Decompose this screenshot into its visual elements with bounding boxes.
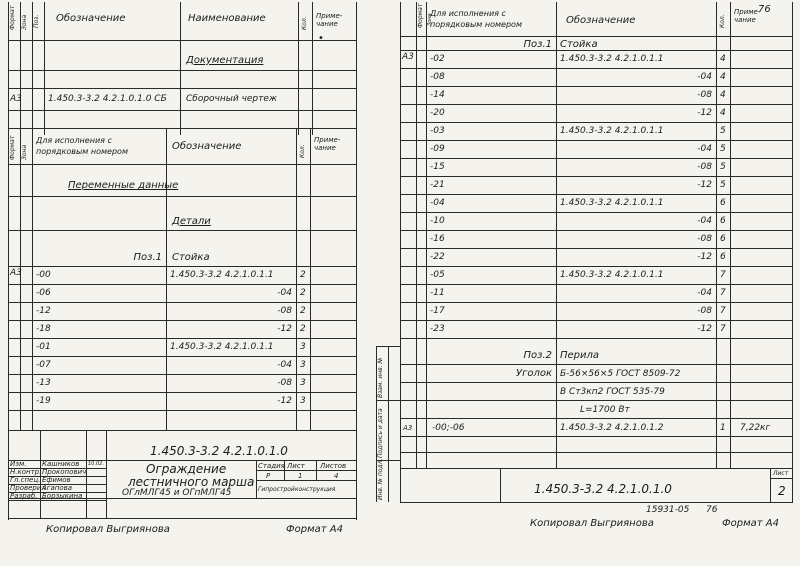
- row-designation: 1.450.3-3.2 4.2.1.0.1.1: [560, 54, 664, 64]
- row-execution: -07: [36, 360, 51, 370]
- length-spec: L=1700 Вт: [580, 405, 630, 415]
- row-qty: 4: [720, 90, 726, 100]
- pos1-label: Поз.1: [133, 252, 162, 263]
- row-divider: [8, 284, 357, 285]
- row-designation: -04: [277, 360, 292, 370]
- row-divider: [400, 86, 793, 87]
- row-execution: -03: [430, 126, 445, 136]
- title-line-3: ОГлМЛГ45 и ОГпМЛГ45: [122, 488, 232, 498]
- sheet-value: 1: [298, 472, 303, 480]
- pos2-label: Поз.2: [523, 350, 552, 361]
- right-header-format: Формат: [417, 3, 424, 28]
- row-qty: 5: [720, 144, 726, 154]
- row-execution: -08: [430, 72, 445, 82]
- row-divider: [8, 338, 357, 339]
- sheets-label: Листов: [320, 462, 347, 470]
- header-pos: Поз.: [33, 14, 40, 28]
- row-divider: [8, 356, 357, 357]
- stamp-row-divider: [8, 500, 106, 501]
- stamp-role: Изм.: [10, 460, 27, 468]
- row-divider: [400, 284, 793, 285]
- row-qty: 3: [300, 396, 306, 406]
- right-header-note: Приме-чание: [734, 8, 761, 24]
- stamp-role: Проверил: [10, 484, 46, 492]
- row-designation: -04: [697, 144, 712, 154]
- left-copied-by: Копировал Выгриянова: [46, 524, 170, 535]
- row-designation: -04: [697, 216, 712, 226]
- page-number: 76: [758, 4, 771, 15]
- header-zone: Зона: [21, 14, 28, 30]
- final-designation: 1.450.3-3.2 4.2.1.0.1.2: [560, 423, 664, 433]
- row-execution: -16: [430, 234, 445, 244]
- section-documentation: Документация: [186, 55, 264, 66]
- row-divider: [400, 140, 793, 141]
- row-execution: -19: [36, 396, 51, 406]
- row-divider: [400, 320, 793, 321]
- stamp-name: Агапова: [42, 484, 73, 492]
- sub-header-execution: Для исполнения с порядковым номером: [36, 136, 128, 156]
- frame-left: [8, 2, 9, 520]
- row-qty: 3: [300, 342, 306, 352]
- row-designation: -12: [697, 108, 712, 118]
- assembly-format: А3: [10, 94, 22, 104]
- angle-label: Уголок: [515, 368, 552, 379]
- row-designation: -12: [697, 324, 712, 334]
- sub-header-note: Приме-чание: [314, 136, 341, 152]
- row-execution: -22: [430, 252, 445, 262]
- stamp-name: Кашников: [42, 460, 80, 468]
- right-sheet: [377, 0, 800, 566]
- final-note: 7,22кг: [740, 423, 771, 433]
- row-designation: -12: [697, 252, 712, 262]
- row-execution: -18: [36, 324, 51, 334]
- row-designation: -08: [697, 90, 712, 100]
- row-qty: 7: [720, 270, 726, 280]
- row-qty: 5: [720, 126, 726, 136]
- row-execution: -15: [430, 162, 445, 172]
- row-qty: 2: [300, 288, 306, 298]
- section-details: Детали: [172, 216, 211, 227]
- row-designation: -04: [697, 288, 712, 298]
- row-divider: [400, 194, 793, 195]
- row-format: А3: [10, 268, 22, 278]
- stamp-name: Борзыкина: [42, 492, 83, 500]
- stamp-role: Н.контр.: [10, 468, 42, 476]
- row-divider: [400, 212, 793, 213]
- row-divider: [400, 248, 793, 249]
- row-qty: 3: [300, 360, 306, 370]
- row-execution: -01: [36, 342, 51, 352]
- header-dot: •: [318, 33, 324, 44]
- row-execution: -21: [430, 180, 445, 190]
- row-execution: -04: [430, 198, 445, 208]
- header-format: Формат: [9, 5, 16, 30]
- row-qty: 7: [720, 324, 726, 334]
- stamp-role: Гл.спец.: [10, 476, 41, 484]
- title-line-2: лестничного марша: [128, 475, 255, 489]
- row-execution: -12: [36, 306, 51, 316]
- frame-bottom: [8, 518, 357, 519]
- header-note: Приме-чание: [316, 12, 343, 28]
- row-execution: -06: [36, 288, 51, 298]
- sub-header-format: Формат: [9, 135, 16, 160]
- row-divider: [400, 104, 793, 105]
- row-qty: 2: [300, 306, 306, 316]
- row-designation: -12: [277, 324, 292, 334]
- right-sheet-label: Лист: [773, 470, 789, 477]
- stamp-signature: Подпись и дата: [377, 408, 384, 458]
- row-divider: [8, 410, 357, 411]
- right-sheet-number: 2: [778, 484, 786, 498]
- row-execution: -17: [430, 306, 445, 316]
- row-qty: 6: [720, 252, 726, 262]
- left-format: Формат А4: [286, 524, 343, 535]
- final-qty: 1: [720, 423, 726, 433]
- stage-value: Р: [266, 472, 271, 480]
- row-qty: 2: [300, 324, 306, 334]
- right-doc-number: 1.450.3-3.2 4.2.1.0.1.0: [534, 482, 672, 496]
- row-execution: -05: [430, 270, 445, 280]
- row-qty: 6: [720, 198, 726, 208]
- stamp-name: Прокопович: [42, 468, 87, 476]
- pos1-name: Стойка: [172, 252, 210, 263]
- row-designation: -08: [277, 378, 292, 388]
- assembly-designation: 1.450.3-3.2 4.2.1.0.1.0 СБ: [48, 94, 167, 104]
- row-qty: 7: [720, 306, 726, 316]
- row-divider: [400, 158, 793, 159]
- row-execution: -10: [430, 216, 445, 226]
- title-doc-number: 1.450.3-3.2 4.2.1.0.1.0: [150, 444, 288, 458]
- row-designation: 1.450.3-3.2 4.2.1.0.1.1: [170, 270, 274, 280]
- right-format: Формат А4: [722, 518, 779, 529]
- stage-label: Стадия: [258, 462, 285, 470]
- pos2-name: Перила: [560, 350, 600, 361]
- row-qty: 7: [720, 288, 726, 298]
- right-header-designation: Обозначение: [566, 15, 636, 26]
- final-exec: -00;-06: [432, 423, 465, 433]
- row-qty: 4: [720, 72, 726, 82]
- row-divider: [400, 68, 793, 69]
- archive-page: 76: [706, 505, 718, 515]
- row-designation: -12: [277, 396, 292, 406]
- row-qty: 6: [720, 216, 726, 226]
- row-divider: [400, 302, 793, 303]
- row-execution: -14: [430, 90, 445, 100]
- sheet-label: Лист: [287, 462, 305, 470]
- header-designation: Обозначение: [56, 13, 126, 24]
- row-designation: -08: [277, 306, 292, 316]
- header-name: Наименование: [188, 13, 266, 24]
- row-divider: [8, 320, 357, 321]
- row-qty: 4: [720, 54, 726, 64]
- row-designation: -12: [697, 180, 712, 190]
- row-execution: -20: [430, 108, 445, 118]
- stamp-date: 10.02.: [88, 461, 104, 467]
- row-designation: -04: [697, 72, 712, 82]
- angle-spec-1: Б-56×56×5 ГОСТ 8509-72: [560, 369, 681, 379]
- row-designation: -08: [697, 234, 712, 244]
- row-designation: 1.450.3-3.2 4.2.1.0.1.1: [170, 342, 274, 352]
- row-designation: -08: [697, 162, 712, 172]
- row-divider: [400, 338, 793, 339]
- row-execution: -00: [36, 270, 51, 280]
- right-pos1-name: Стойка: [560, 39, 598, 50]
- row-execution: -23: [430, 324, 445, 334]
- right-header-execution: Для исполнения с порядковым номером: [430, 9, 522, 29]
- row-qty: 5: [720, 162, 726, 172]
- row-divider: [8, 302, 357, 303]
- final-format: А3: [403, 424, 413, 432]
- row-qty: 5: [720, 180, 726, 190]
- frame-right: [356, 2, 357, 520]
- row-qty: 2: [300, 270, 306, 280]
- row-designation: 1.450.3-3.2 4.2.1.0.1.1: [560, 126, 664, 136]
- row-qty: 6: [720, 234, 726, 244]
- stamp-name: Ефимов: [42, 476, 71, 484]
- assembly-name: Сборочный чертеж: [186, 94, 278, 104]
- angle-spec-2: В Ст3кп2 ГОСТ 535-79: [560, 387, 665, 397]
- row-divider: [400, 266, 793, 267]
- row-execution: -09: [430, 144, 445, 154]
- row-divider: [8, 392, 357, 393]
- row-divider: [400, 122, 793, 123]
- variable-data-heading: Переменные данные: [68, 180, 179, 191]
- title-line-1: Ограждение: [146, 462, 227, 476]
- row-designation: 1.450.3-3.2 4.2.1.0.1.1: [560, 270, 664, 280]
- sub-header-zone: Зона: [21, 144, 28, 160]
- stamp-inv-replace: Взам. инв. №: [377, 357, 384, 398]
- row-designation: -04: [277, 288, 292, 298]
- header-qty: Кол.: [301, 16, 308, 30]
- sub-header-qty: Кол.: [299, 144, 306, 158]
- right-pos1-label: Поз.1: [523, 39, 552, 50]
- right-copied-by: Копировал Выгриянова: [530, 518, 654, 529]
- row-qty: 3: [300, 378, 306, 388]
- row-divider: [8, 374, 357, 375]
- stamp-inv-original: Инв. № подл.: [377, 458, 384, 500]
- right-header-qty: Кол.: [719, 14, 726, 28]
- row-divider: [400, 176, 793, 177]
- sheets-value: 4: [334, 472, 339, 480]
- row-format: А3: [402, 52, 414, 62]
- right-header-zone: Зона: [427, 13, 433, 26]
- row-execution: -02: [430, 54, 445, 64]
- organization: Гипростройконструкция: [258, 486, 336, 493]
- row-designation: -08: [697, 306, 712, 316]
- sub-header-designation: Обозначение: [172, 141, 242, 152]
- row-qty: 4: [720, 108, 726, 118]
- row-execution: -11: [430, 288, 445, 298]
- row-execution: -13: [36, 378, 51, 388]
- stamp-role: Разраб.: [10, 492, 38, 500]
- row-designation: 1.450.3-3.2 4.2.1.0.1.1: [560, 198, 664, 208]
- archive-number: 15931-05: [646, 505, 690, 515]
- row-divider: [400, 230, 793, 231]
